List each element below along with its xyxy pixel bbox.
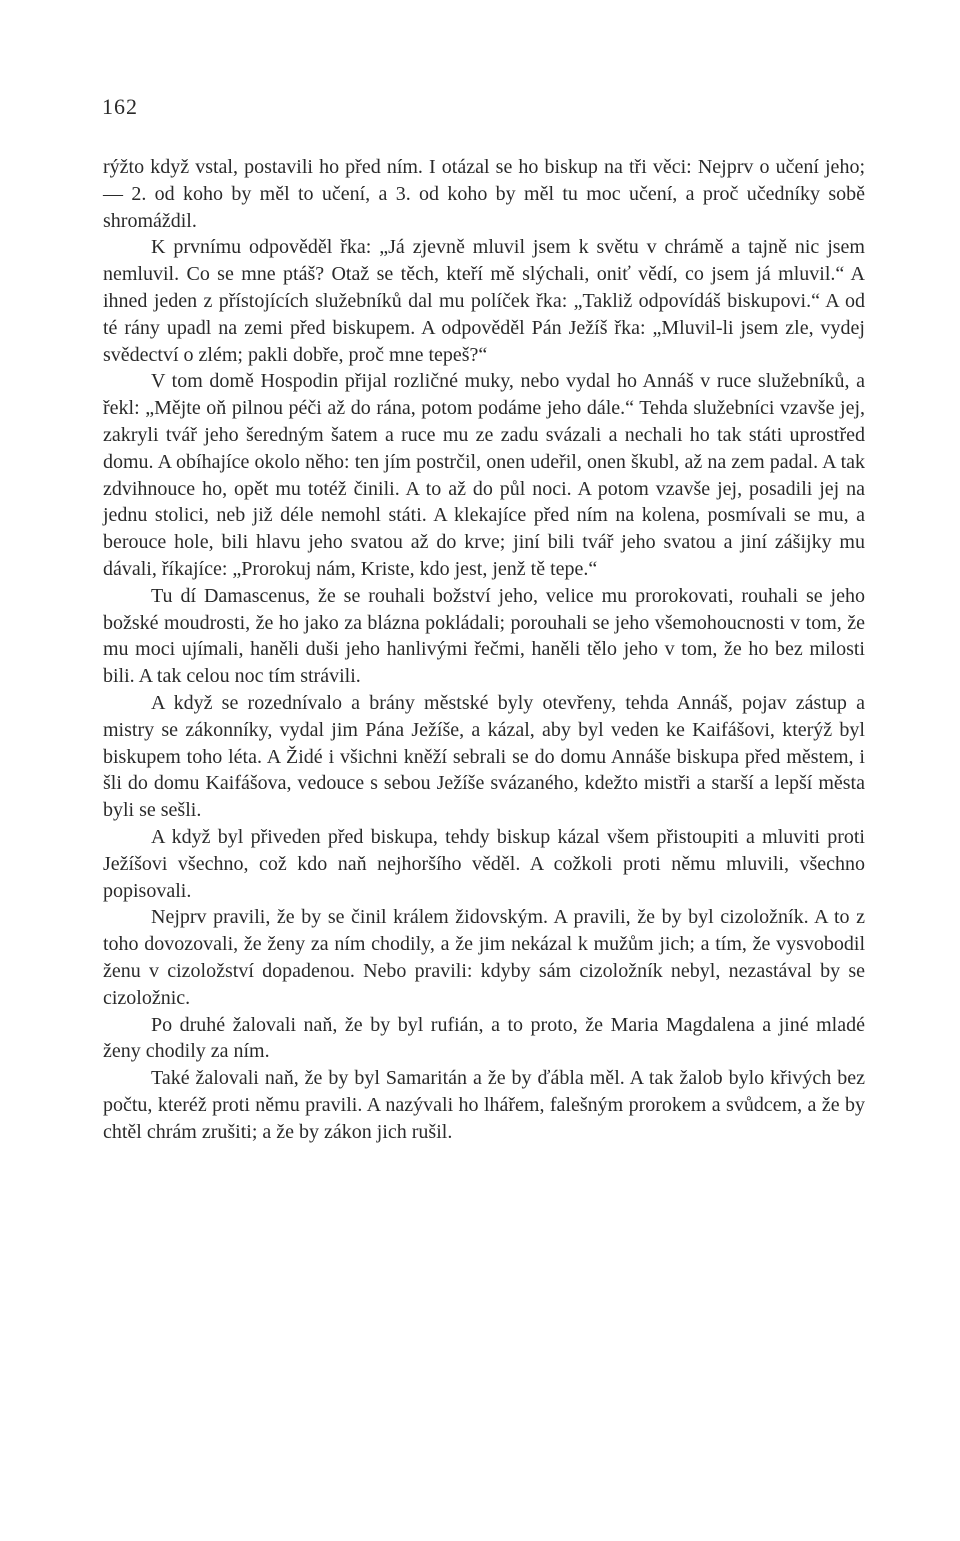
paragraph-9: Také žalovali naň, že by byl Samaritán a že by ďábla měl. A tak žalob bylo křivých bez počtu, kteréž proti němu pravili. A nazývali ho lhářem, falešným prorokem a svůdcem, a že by chtěl chrám zrušiti; a že by zákon jich rušil. bbox=[103, 1067, 865, 1143]
paragraph-5: A když se rozednívalo a brány městské byly otevřeny, tehda Annáš, pojav zástup a mistry se zákonníky, vydal jim Pána Ježíše, a kázal, aby byl veden ke Kaifášovi, kterýž byl biskupem toho léta. A Židé i všichni kněží sebrali se do domu Annáše biskupa před městem, i šli do domu Kaifášova, vedouce s sebou Ježíše svázaného, kdežto mistři a starší a lepší města byli se sešli. bbox=[103, 691, 865, 822]
paragraph-4: Tu dí Damascenus, že se rouhali božství jeho, velice mu prorokovati, rouhali se jeho božské moudrosti, že ho jako za blázna pokládali; porouhali se jeho všemohoucnosti v tom, že mu moci ujímali, haněli duši jeho hanlivými řečmi, haněli tělo jeho v tom, že ho bez milosti bili. A tak celou noc tím strávili. bbox=[103, 584, 865, 688]
body-text bbox=[103, 154, 865, 1145]
paragraph-1: rýžto když vstal, postavili ho před ním. I otázal se ho biskup na tři věci: Nejprv o učení jeho; — 2. od koho by měl to učení, a 3. od koho by měl tu moc učení, a proč učedníky sobě shromáždil. bbox=[103, 156, 865, 232]
paragraph-7: Nejprv pravili, že by se činil králem židovským. A pravili, že by byl cizoložník. A to z toho dovozovali, že ženy za ním chodily, a že jim nekázal k mužům jich; a tím, že vysvobodil ženu v cizoložství dopadenou. Nebo pravili: kdyby sám cizoložník nebyl, nezastával by se cizoložnic. bbox=[103, 906, 865, 1009]
page-number: 162 bbox=[102, 94, 138, 119]
paragraph-2: K prvnímu odpověděl řka: „Já zjevně mluvil jsem k světu v chrámě a tajně nic jsem nemluvil. Co se mne ptáš? Otaž se těch, kteří mě slýchali, oniť vědí, co jsem já mluvil.“ A ihned jeden z přístojících služebníků dal mu políček řka: „Takliž odpovídáš biskupovi.“ A od té rány upadl na zemi před biskupem. A odpověděl Pán Ježíš řka: „Mluvil-li jsem zle, vydej svědectví o zlém; pakli dobře, proč mne tepeš?“ bbox=[103, 236, 865, 366]
paragraph-6: A když byl přiveden před biskupa, tehdy biskup kázal všem přistoupiti a mluviti proti Ježíšovi všechno, což kdo naň nejhoršího věděl. A cožkoli proti němu mluvili, všechno popisovali. bbox=[103, 825, 865, 902]
paragraph-8: Po druhé žalovali naň, že by byl rufián, a to proto, že Maria Magdalena a jiné mladé ženy chodily za ním. bbox=[103, 1013, 865, 1063]
paragraph-3: V tom domě Hospodin přijal rozličné muky, nebo vydal ho Annáš v ruce služebníků, a řekl: „Mějte oň pilnou péči až do rána, potom podáme jeho dále.“ Tehda služebníci vzavše jej, zakryli tvář jeho šeredným šatem a ruce mu ze zadu svázali a nechali ho tak státi uprostřed domu. A obíhajíce okolo něho: ten jím postrčil, onen udeřil, onen škubl, až na zem padal. A tak zdvihnouce ho, opět mu totéž činili. A to až do půl noci. A potom vzavše jej, posadili jej na jednu stolici, neb již déle nemohl státi. A klekajíce před ním na kolena, posmívali se mu, a berouce hole, bili hlavu jeho svatou až do krve; jiní bili tvář jeho svatou a jiní zášijky mu dávali, říkajíce: „Prorokuj nám, Kriste, kdo jest, jenž tě tepe.“ bbox=[103, 370, 865, 580]
